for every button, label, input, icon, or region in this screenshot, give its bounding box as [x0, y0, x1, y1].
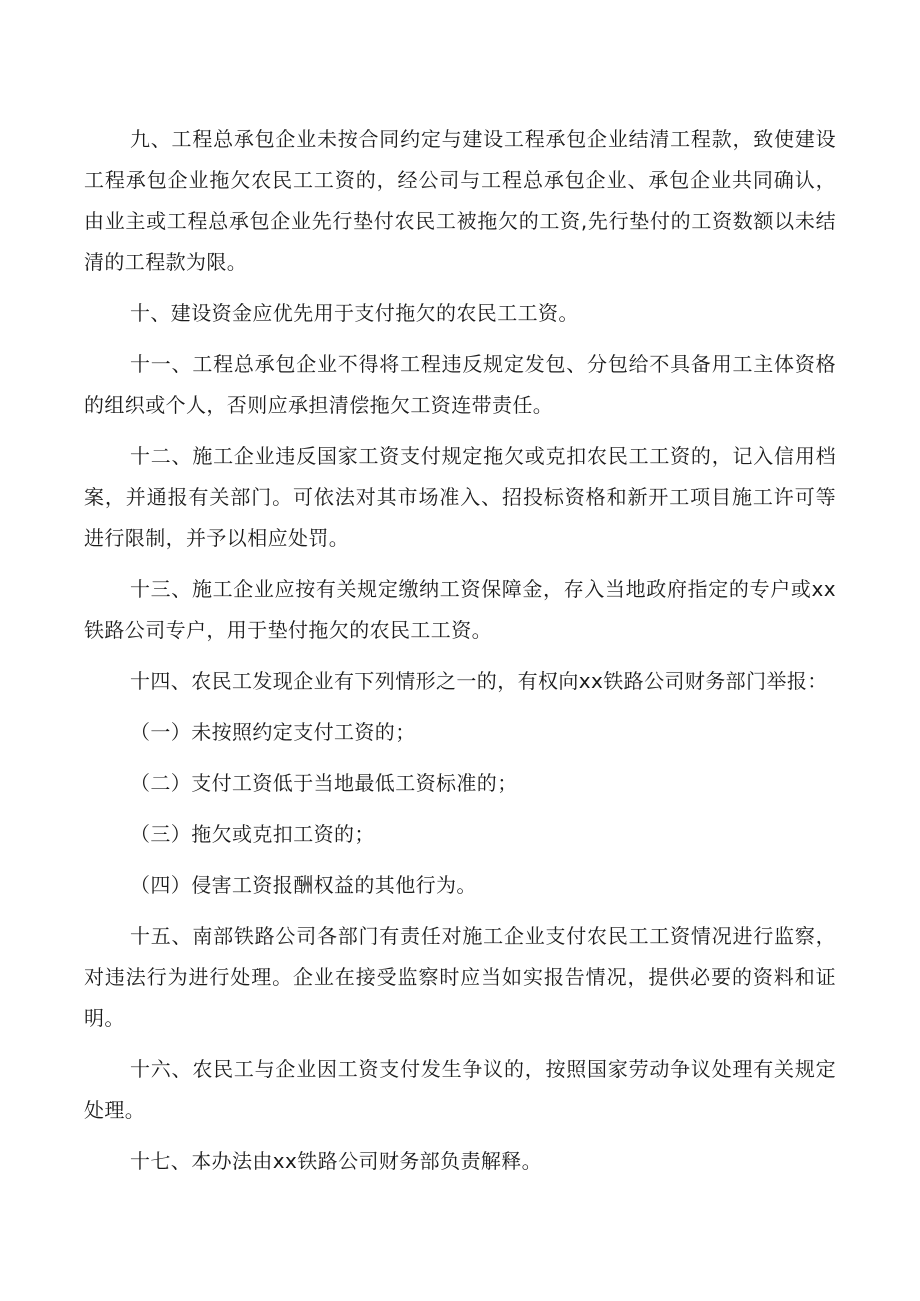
article-14-item-1: （一）未按照约定支付工资的； [130, 720, 416, 744]
article-14-item-2: （二）支付工资低于当地最低工资标准的； [130, 771, 518, 795]
article-9: 九、工程总承包企业未按合同约定与建设工程承包企业结清工程款，致使建设工程承包企业拖欠农民工工资的，经公司与工程总承包企业、承包企业共同确认，由业主或工程总承包企业先行垫付农民工被拖欠的工资,先行垫付的工资数额以未结清的工程款为限。 [84, 127, 836, 274]
article-11: 十一、工程总承包企业不得将工程违反规定发包、分包给不具备用工主体资格的组织或个人，否则应承担清偿拖欠工资连带责任。 [84, 352, 836, 417]
article-17: 十七、本办法由xx铁路公司财务部负责解释。 [130, 1149, 543, 1173]
article-13: 十三、施工企业应按有关规定缴纳工资保障金，存入当地政府指定的专户或xx铁路公司专户，用于垫付拖欠的农民工工资。 [84, 577, 836, 642]
article-16: 十六、农民工与企业因工资支付发生争议的，按照国家劳动争议处理有关规定处理。 [84, 1057, 836, 1122]
article-14-item-4: （四）侵害工资报酬权益的其他行为。 [130, 873, 477, 897]
document-body [84, 119, 836, 1192]
article-14-item-3: （三）拖欠或克扣工资的； [130, 822, 375, 846]
article-10: 十、建设资金应优先用于支付拖欠的农民工工资。 [130, 301, 579, 325]
article-12: 十二、施工企业违反国家工资支付规定拖欠或克扣农民工工资的，记入信用档案，并通报有关部门。可依法对其市场准入、招投标资格和新开工项目施工许可等进行限制，并予以相应处罚。 [84, 444, 836, 550]
article-14: 十四、农民工发现企业有下列情形之一的，有权向xx铁路公司财务部门举报： [130, 669, 828, 693]
article-15: 十五、南部铁路公司各部门有责任对施工企业支付农民工工资情况进行监察，对违法行为进行处理。企业在接受监察时应当如实报告情况，提供必要的资料和证明。 [84, 924, 836, 1030]
